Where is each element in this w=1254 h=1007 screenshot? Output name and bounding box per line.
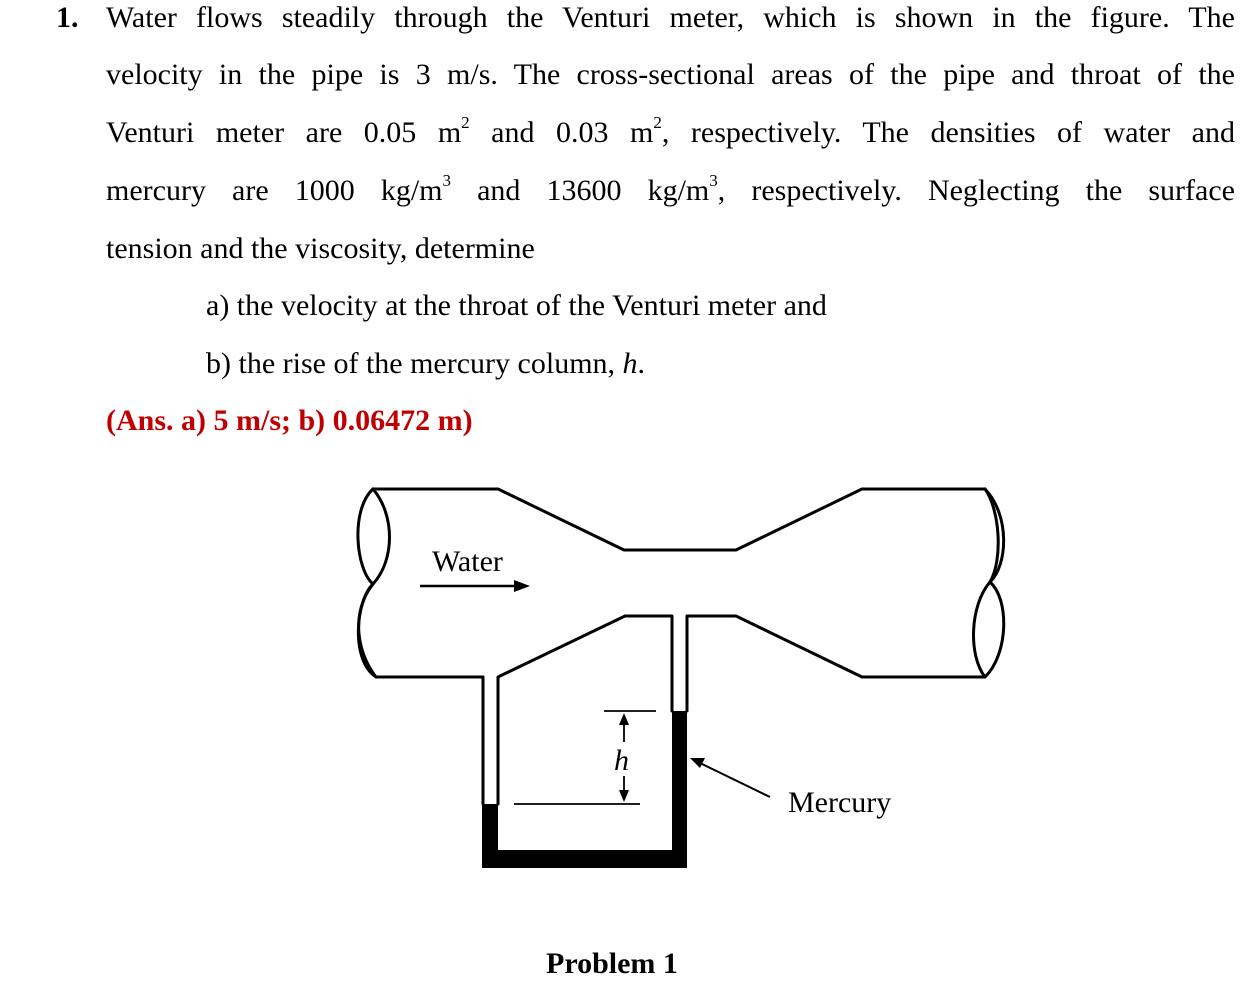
line-3-part-a: Venturi meter are 0.05 m (106, 116, 462, 149)
mercury-fill (482, 711, 687, 868)
pipe-top-wall (373, 489, 985, 550)
part-b-variable: h (622, 347, 638, 380)
line-4-part-c: , respectively. Neglecting the surface (717, 174, 1235, 207)
mercury-pointer-arrowhead-icon (690, 758, 705, 768)
line-3-part-c: , respectively. The densities of water and (661, 116, 1235, 149)
line-3-part-b: and 0.03 m (469, 116, 654, 149)
problem-line-5: tension and the viscosity, determine (106, 232, 535, 265)
pipe-bottom-converging (498, 616, 672, 804)
part-a: a) the velocity at the throat of the Venturi meter and (206, 289, 827, 322)
height-label: h (614, 744, 629, 777)
line-4-part-a: mercury are 1000 kg/m (106, 174, 443, 207)
mercury-bottom (482, 850, 687, 868)
area-exponent-throat: 2 (653, 113, 662, 132)
part-b-period: . (637, 347, 646, 380)
figure-caption: Problem 1 (546, 947, 678, 980)
height-dimension (514, 711, 656, 804)
mercury-pointer (690, 758, 770, 797)
mercury-label: Mercury (788, 786, 892, 819)
problem-line-1: Water flows steadily through the Venturi meter, which is shown in the figure. The (106, 1, 1235, 34)
left-break-symbol-inner (359, 489, 390, 677)
right-break-symbol-inner (974, 489, 999, 677)
pipe-bottom-wall-left (376, 677, 483, 804)
line-4-part-b: and 13600 kg/m (451, 174, 710, 207)
water-label: Water (432, 545, 503, 578)
height-arrow-down-icon (619, 790, 629, 802)
mercury-right-leg (672, 711, 687, 868)
density-exponent-mercury: 3 (709, 171, 718, 190)
area-exponent-pipe: 2 (461, 113, 470, 132)
problem-number: 1. (56, 1, 79, 34)
answer: (Ans. a) 5 m/s; b) 0.06472 m) (106, 404, 473, 437)
problem-line-2: velocity in the pipe is 3 m/s. The cross-sectional areas of the pipe and throat of the (106, 58, 1235, 91)
part-b-text: b) the rise of the mercury column, (206, 347, 623, 380)
flow-arrow (420, 580, 530, 592)
density-exponent-water: 3 (442, 171, 452, 190)
pipe-bottom-wall-right (687, 616, 985, 711)
height-arrow-up-icon (619, 713, 629, 725)
